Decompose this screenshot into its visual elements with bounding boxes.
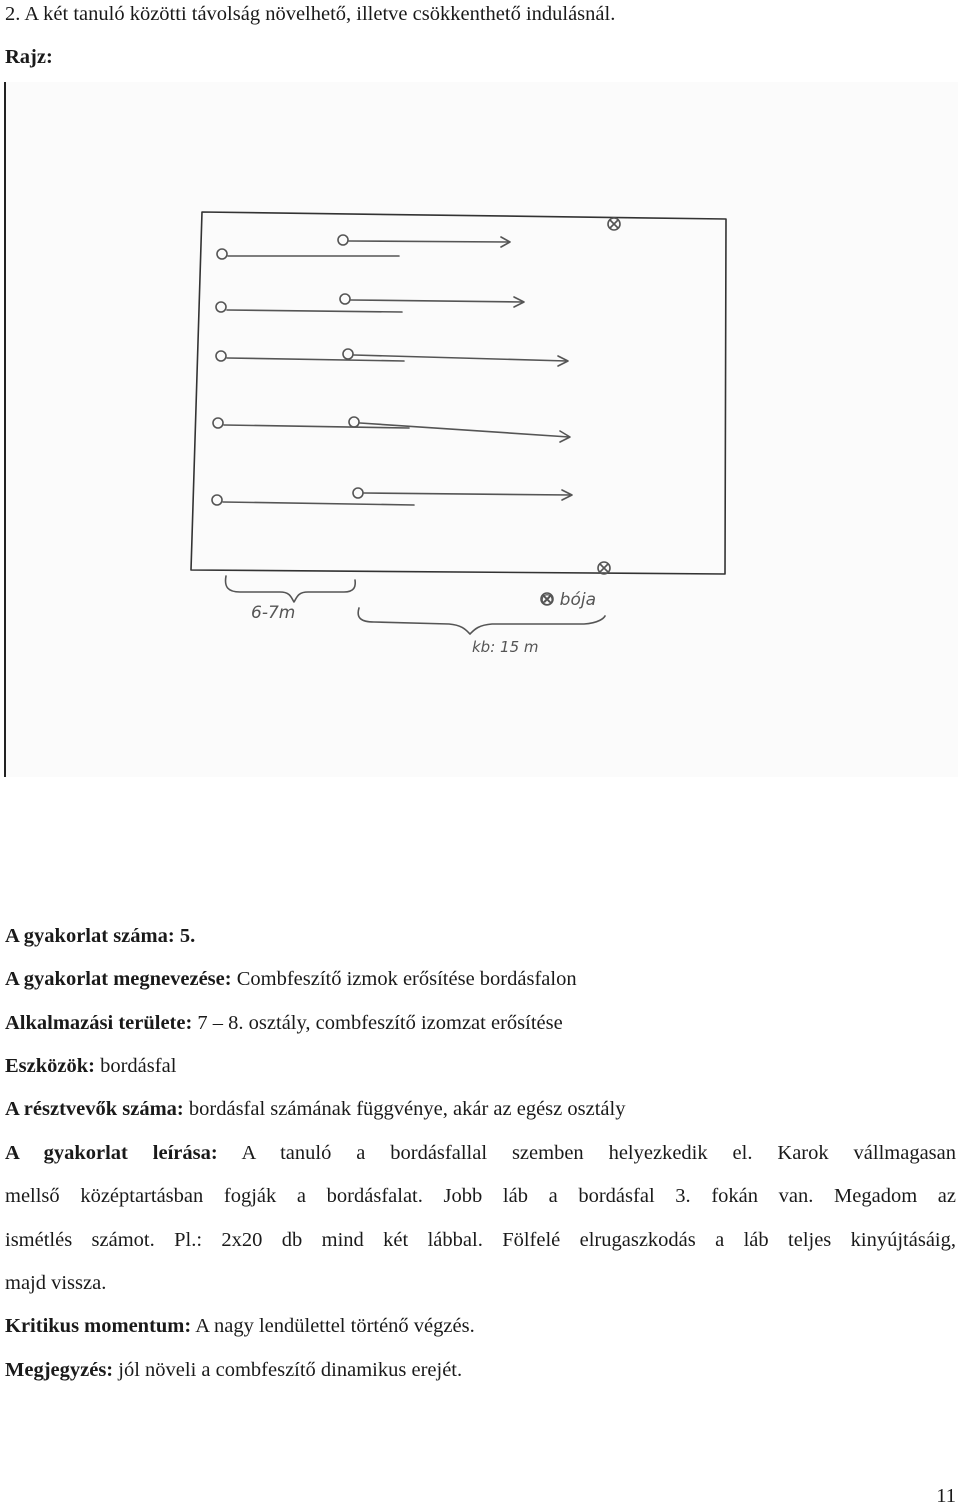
runner-right — [338, 235, 348, 245]
drawing-area — [4, 82, 958, 777]
runner-left — [213, 418, 223, 428]
runner-row-5 — [212, 488, 572, 505]
runner-right — [340, 294, 350, 304]
field-drawing — [4, 82, 958, 777]
length-label: kb: 15 m — [472, 638, 539, 656]
exercise-description-line-3: ismétlés számot. Pl.: 2x20 db mind két lábbal. Fölfelé elrugaszkodás a láb teljes kinyújtásáig, — [5, 1229, 956, 1251]
buoy-marker-top — [608, 218, 620, 230]
runner-left — [212, 495, 222, 505]
runner-right — [343, 349, 353, 359]
drawing-label: Rajz: — [5, 46, 53, 68]
runner-row-4 — [213, 417, 570, 442]
runner-left — [217, 249, 227, 259]
field-rectangle — [191, 212, 726, 574]
exercise-participants: A résztvevők száma: bordásfal számának függvénye, akár az egész osztály — [5, 1098, 626, 1120]
header-line: 2. A két tanuló közötti távolság növelhető, illetve csökkenthető indulásnál. — [5, 3, 616, 25]
brace-short-distance — [226, 576, 356, 602]
exercise-description-line-1: A gyakorlat leírása: A tanuló a bordásfallal szemben helyezkedik el. Karok vállmagasan — [5, 1142, 956, 1164]
exercise-application: Alkalmazási területe: 7 – 8. osztály, combfeszítő izomzat erősítése — [5, 1012, 563, 1034]
page-number: 11 — [936, 1485, 956, 1507]
runner-right — [353, 488, 363, 498]
brace-long-distance — [358, 608, 605, 634]
exercise-critical: Kritikus momentum: A nagy lendülettel történő végzés. — [5, 1315, 475, 1337]
runner-left — [216, 302, 226, 312]
distance-label: 6-7m — [251, 603, 296, 623]
buoy-legend: ⊗ bója — [540, 590, 596, 610]
buoy-marker-bottom — [598, 562, 610, 574]
runner-row-1 — [217, 235, 510, 259]
runner-left — [216, 351, 226, 361]
exercise-equipment: Eszközök: bordásfal — [5, 1055, 177, 1077]
exercise-note: Megjegyzés: jól növeli a combfeszítő dinamikus erejét. — [5, 1359, 463, 1381]
exercise-name: A gyakorlat megnevezése: Combfeszítő izmok erősítése bordásfalon — [5, 968, 577, 990]
runner-row-2 — [216, 294, 524, 312]
exercise-description-line-4: majd vissza. — [5, 1272, 107, 1294]
runner-row-3 — [216, 349, 568, 366]
runner-right — [349, 417, 359, 427]
exercise-description-line-2: mellső középtartásban fogják a bordásfalat. Jobb láb a bordásfal 3. fokán van. Megadom az — [5, 1185, 956, 1207]
exercise-number: A gyakorlat száma: 5. — [5, 925, 196, 947]
